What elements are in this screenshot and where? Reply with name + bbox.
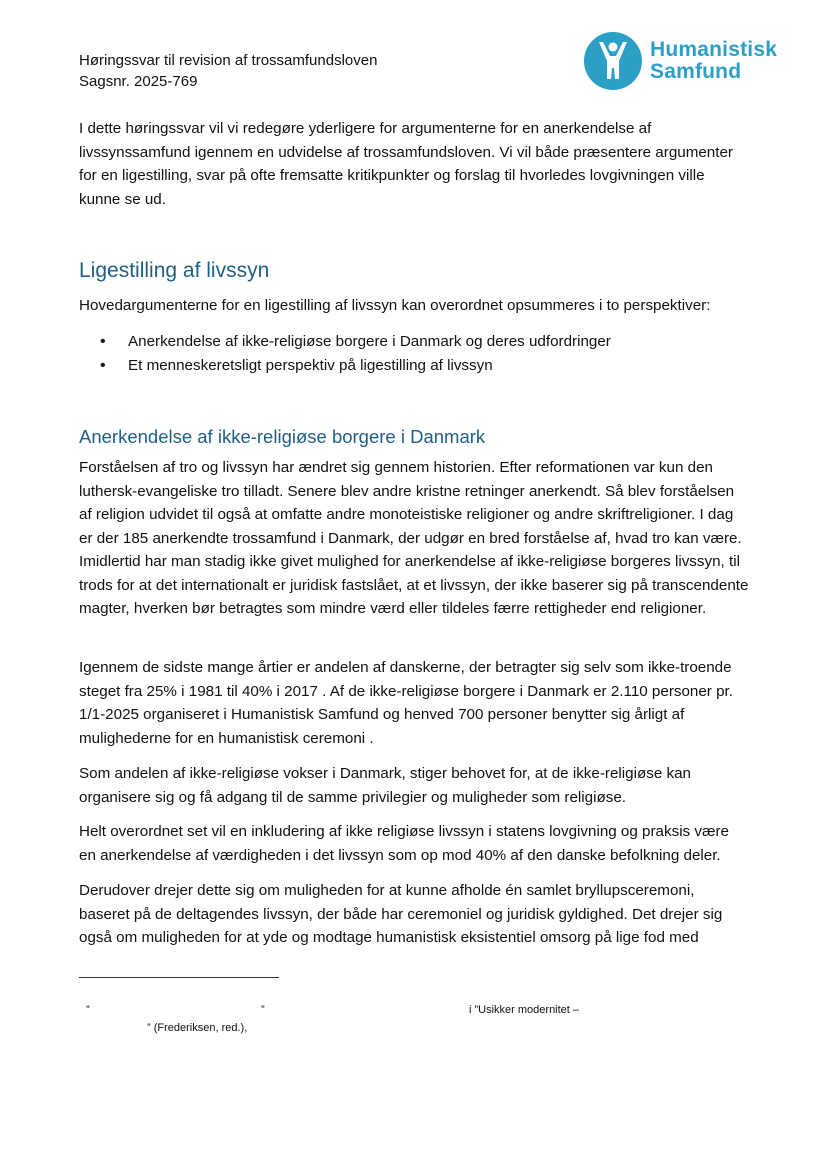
organization-logo	[584, 32, 777, 90]
paragraph: Igennem de sidste mange årtier er andelen af danskerne, der betragter sig selv som ikke-troende steget fra 25% i 1981 til 40% i 2017 . Af de ikke-religiøse borgere i Danmark er 2.110 personer pr. 1/1-2025 organiseret i Humanistisk Samfund og henved 700 personer benytter sig årligt af mulighederne for en humanistisk ceremoni .	[79, 659, 733, 747]
document-header	[79, 50, 377, 92]
list-item	[100, 330, 611, 354]
perspective-list	[100, 330, 611, 378]
subsection-heading-anerkendelse: Anerkendelse af ikke-religiøse borgere i Danmark	[79, 426, 486, 447]
section-lead-paragraph: Hovedargumenterne for en ligestilling af livssyn kan overordnet opsummeres i to perspektiver:	[79, 297, 711, 314]
paragraph: Helt overordnet set vil en inkludering af ikke religiøse livssyn i statens lovgivning og praksis være en anerkendelse af værdigheden i det livssyn som op mod 40% af den danske befolkning deler.	[79, 823, 729, 864]
footnote-editor: ” (Frederiksen, red.),	[147, 1022, 248, 1034]
section-heading-ligestilling: Ligestilling af livssyn	[79, 259, 270, 282]
logo-line-2: Samfund	[650, 60, 742, 83]
list-item	[100, 354, 611, 378]
footnote-source: i ”Usikker modernitet –	[469, 1004, 580, 1016]
paragraph: Derudover drejer dette sig om muligheden for at kunne afholde én samlet bryllupsceremoni, baseret på de deltagendes livssyn, der både har ceremoniel og juridisk gyldighed. Det drejer sig også om muligheden for at yde og modtage humanistisk eksistentiel omsorg på lige fod med	[79, 882, 723, 946]
footnote-separator	[79, 977, 279, 978]
bullet-icon: •	[100, 357, 106, 374]
humanist-figure-icon	[584, 32, 642, 90]
intro-paragraph: I dette høringssvar vil vi redegøre yderligere for argumenterne for en anerkendelse af livssynssamfund igennem en udvidelse af trossamfundsloven. Vi vil både præsentere argumenter for en ligestilling, svar på ofte fremsatte kritikpunkter og forslag til hvorledes lovgivningen ville kunne se ud.	[79, 120, 733, 208]
header-case-number: Sagsnr. 2025-769	[79, 73, 198, 90]
paragraph: Forståelsen af tro og livssyn har ændret sig gennem historien. Efter reformationen var kun den luthersk-evangeliske tro tilladt. Senere blev andre kristne retninger anerkendt. Så blev forståelsen af religion udvidet til også at omfatte andre monoteistiske religioner og andre skriftreligioner. I dag er der 185 anerkendte trossamfund i Danmark, der udgør en bred forståelse af, hvad tro kan være. Imidlertid har man stadig ikke givet mulighed for anerkendelse af ikke-religiøse borgeres livssyn, til trods for at det internationalt er juridisk fastslået, at et livssyn, der ikke baserer sig på transcendente magter, hverken bør betragtes som mindre værd eller tildeles færre rettigheder end religioner.	[79, 459, 749, 617]
footnote-quote-open: ”	[86, 1004, 90, 1016]
bullet-icon: •	[100, 333, 106, 350]
logo-wordmark	[650, 39, 777, 83]
header-title: Høringssvar til revision af trossamfundsloven	[79, 52, 378, 69]
footnote-quote-close: ”	[261, 1004, 265, 1016]
paragraph: Som andelen af ikke-religiøse vokser i Danmark, stiger behovet for, at de ikke-religiøse kan organisere sig og få adgang til de samme privilegier og muligheder som religiøse.	[79, 765, 691, 806]
logo-line-1: Humanistisk	[650, 38, 778, 61]
list-item-text: Anerkendelse af ikke-religiøse borgere i Danmark og deres udfordringer	[128, 333, 611, 350]
list-item-text: Et menneskeretsligt perspektiv på ligestilling af livssyn	[128, 357, 493, 374]
